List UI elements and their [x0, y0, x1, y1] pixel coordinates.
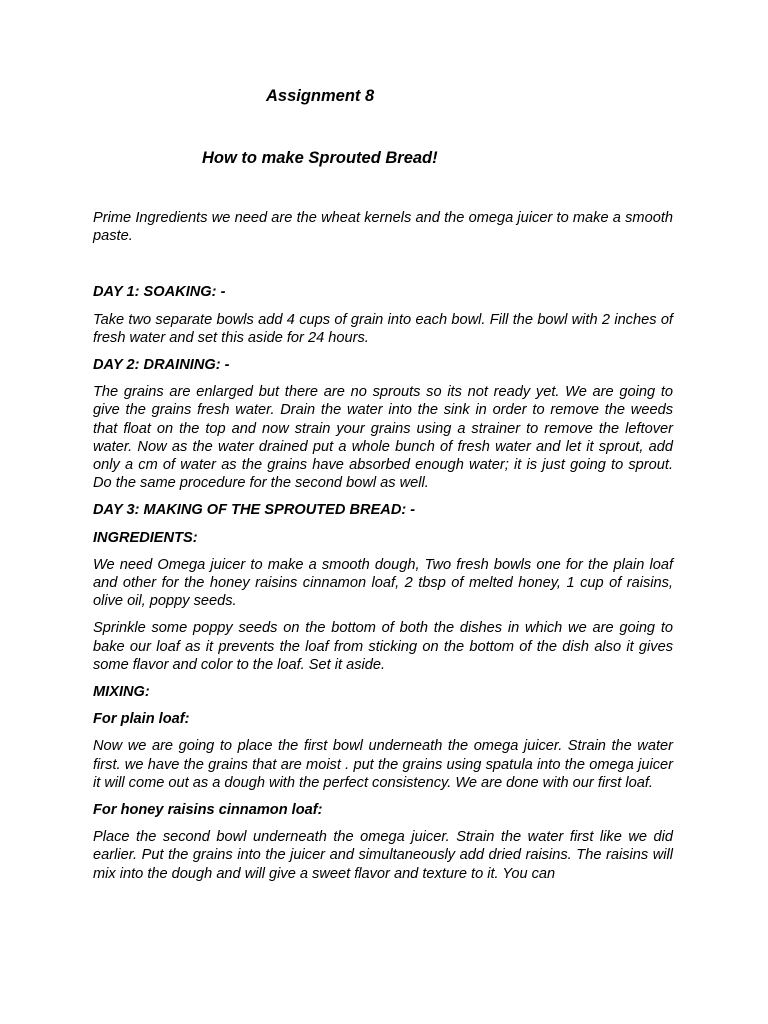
- day1-paragraph: Take two separate bowls add 4 cups of grain into each bowl. Fill the bowl with 2 inches of fresh water and set this aside for 24 hours.: [93, 311, 673, 346]
- ingredients-paragraph: We need Omega juicer to make a smooth dough, Two fresh bowls one for the plain loaf and other for the honey raisins cinnamon loaf, 2 tbsp of melted honey, 1 cup of raisins, olive oil, poppy seeds.: [93, 556, 673, 610]
- honey-loaf-heading: For honey raisins cinnamon loaf:: [93, 802, 323, 819]
- intro-paragraph: Prime Ingredients we need are the wheat kernels and the omega juicer to make a smooth paste.: [93, 210, 673, 245]
- ingredients-heading: INGREDIENTS:: [93, 529, 198, 546]
- plain-loaf-paragraph: Now we are going to place the first bowl underneath the omega juicer. Strain the water first. we have the grains that are moist . put the grains using spatula into the omega juicer it will come out as a dough with the perfect consistency. We are done with our first loaf.: [93, 738, 673, 791]
- day2-heading: DAY 2: DRAINING: -: [93, 357, 230, 374]
- day1-heading: DAY 1: SOAKING: -: [93, 284, 226, 301]
- plain-loaf-heading: For plain loaf:: [93, 711, 190, 728]
- page-subtitle: How to make Sprouted Bread!: [202, 149, 438, 167]
- mixing-heading: MIXING:: [93, 684, 150, 701]
- honey-loaf-paragraph: Place the second bowl underneath the omega juicer. Strain the water first like we did earlier. Put the grains into the juicer and simultaneously add dried raisins. The raisins will mix into the dough and will give a sweet flavor and texture to it. You can: [93, 829, 673, 882]
- day3-heading: DAY 3: MAKING OF THE SPROUTED BREAD: -: [93, 502, 416, 519]
- poppy-seeds-paragraph: Sprinkle some poppy seeds on the bottom of both the dishes in which we are going to bake our loaf as it prevents the loaf from sticking on the bottom of the dish also it gives some flavor and color to the loaf. Set it aside.: [93, 620, 673, 673]
- page-title: Assignment 8: [266, 87, 375, 105]
- day2-paragraph: The grains are enlarged but there are no sprouts so its not ready yet. We are going to give the grains fresh water. Drain the water into the sink in order to remove the weeds that float on the top and now strain your grains using a strainer to remove the leftover water. Now as the water drained put a whole bunch of fresh water and let it sprout, add only a cm of water as the grains have absorbed enough water; it is just going to sprout. Do the same procedure for the second bowl as well.: [93, 384, 673, 492]
- document-body: [93, 209, 673, 892]
